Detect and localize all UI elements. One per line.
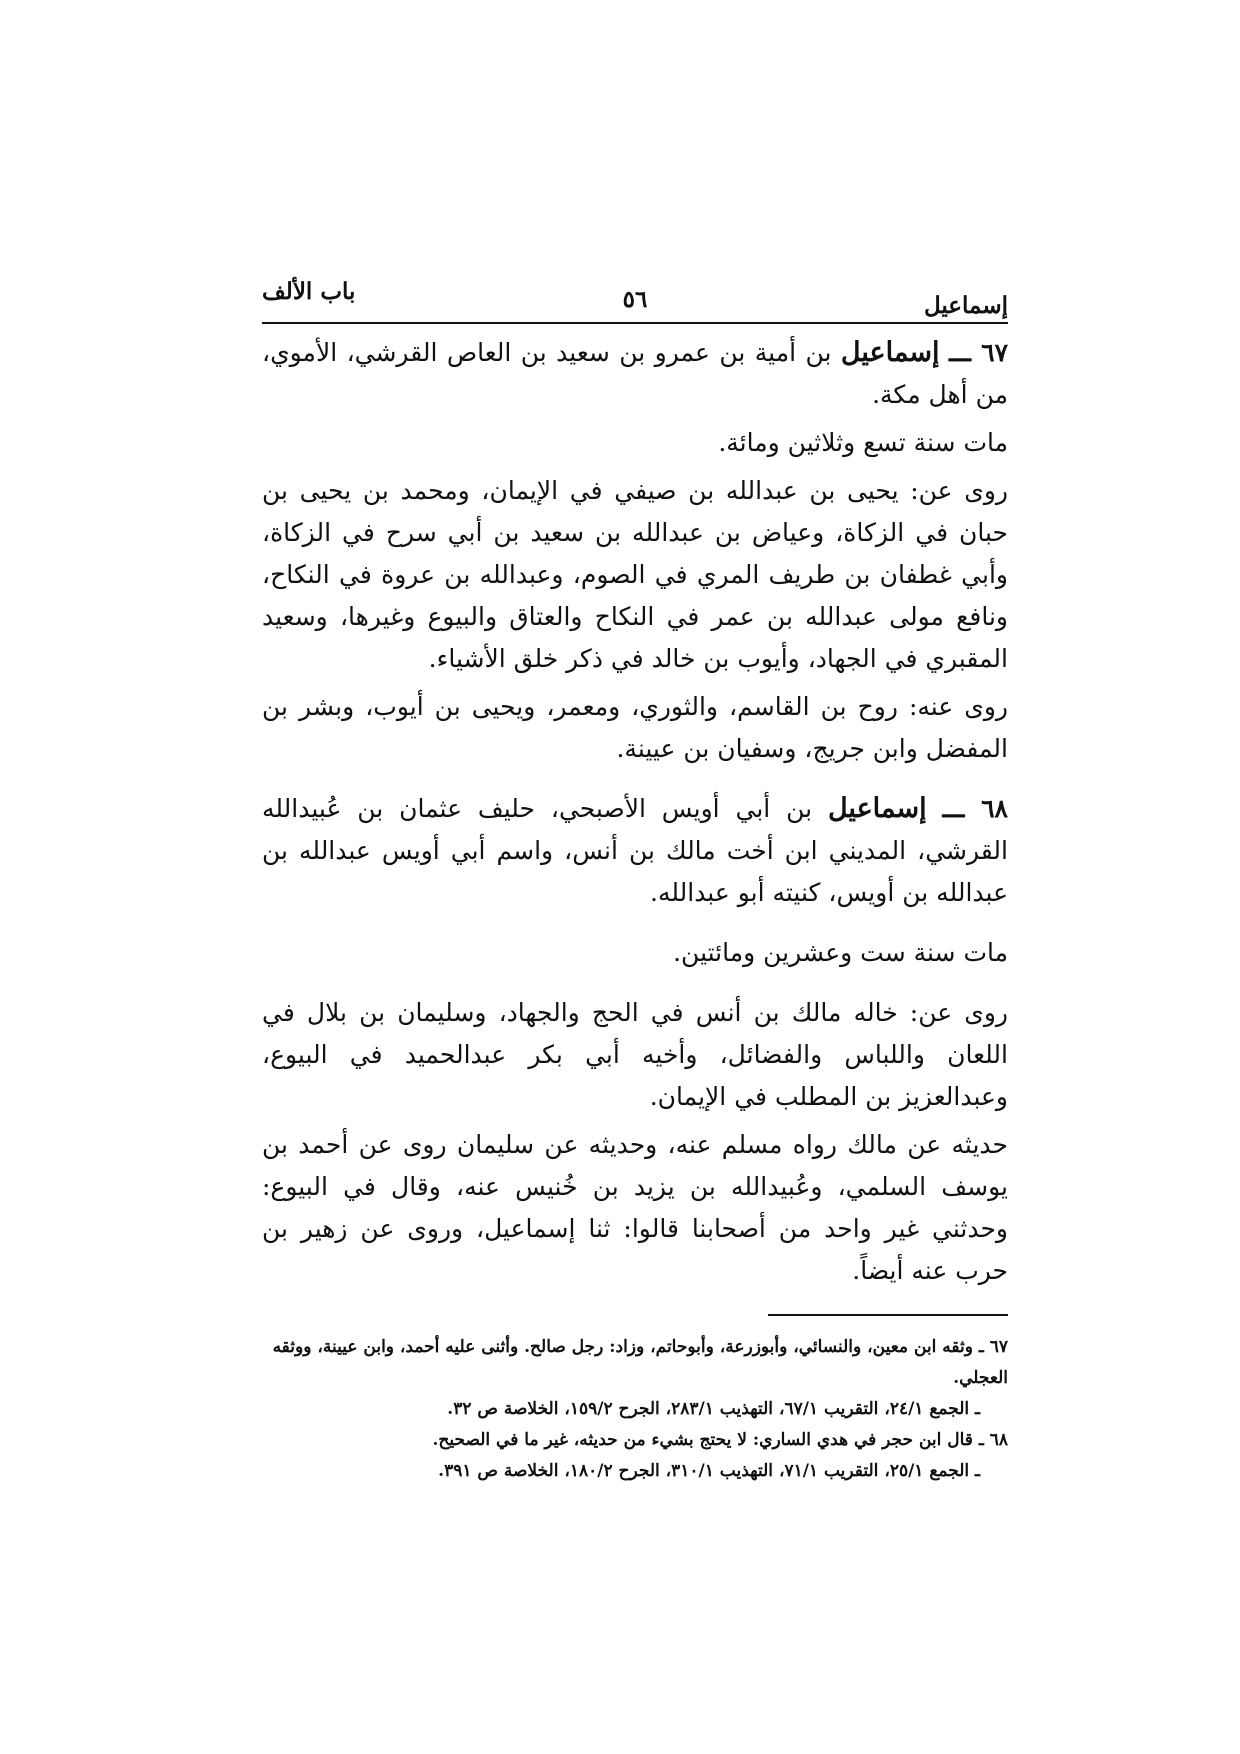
entry-68-name: إسماعيل	[827, 793, 927, 824]
footnotes	[262, 1332, 1008, 1487]
entry-67-death: مات سنة تسع وثلاثين ومائة.	[718, 428, 1008, 457]
footnote-separator	[768, 1314, 1008, 1316]
entry-68-number: ٦٨ ـــ	[942, 794, 1008, 823]
entry-67-intro	[262, 332, 1008, 416]
entry-68-narrated-from: روى عن: خاله مالك بن أنس في الحج والجهاد، وسليمان بن بلال في اللعان واللباس والفضائل، وأخيه أبي بكر عبدالحميد في البيوع، وعبدالعزيز بن المطلب في الإيمان.	[262, 998, 1008, 1111]
entry-67-lineage: بن أمية بن عمرو بن سعيد بن العاص القرشي، الأموي، من أهل مكة.	[262, 338, 1008, 409]
entry-67-narrated-by: روى عنه: روح بن القاسم، والثوري، ومعمر، ويحيى بن أيوب، وبشر بن المفضل وابن جريج، وسفيان بن عيينة.	[262, 692, 1008, 763]
document-page	[262, 262, 1008, 1487]
footnote-67-text: ٦٧ ـ وثقه ابن معين، والنسائي، وأبوزرعة، وأبوحاتم، وزاد: رجل صالح. وأثنى عليه أحمد، وابن عيينة، ووثقه العجلي.	[272, 1337, 1008, 1388]
footnote-68-references: ـ الجمع ٢٥/١، التقريب ٧١/١، التهذيب ٣١٠/١، الجرح ١٨٠/٢، الخلاصة ص ٣٩١.	[438, 1461, 980, 1481]
entry-68-hadith: حديثه عن مالك رواه مسلم عنه، وحديثه عن سليمان روى عن أحمد بن يوسف السلمي، وعُبيدالله بن يزيد بن خُنيس عنه، وقال في البيوع: وحدثني غير واحد من أصحابنا قالوا: ثنا إسماعيل، وروى عن زهير بن حرب عنه أيضاً.	[262, 1130, 1008, 1285]
main-text	[262, 332, 1008, 1292]
entry-67-number: ٦٧ ـــ	[949, 338, 1009, 367]
header-chapter-title: باب الألف	[262, 278, 356, 305]
footnote-68-text: ٦٨ ـ قال ابن حجر في هدي الساري: لا يحتج بشيء من حديثه، غير ما في الصحيح.	[432, 1430, 1008, 1450]
page-header	[262, 262, 1008, 324]
entry-68-death: مات سنة ست وعشرين ومائتين.	[673, 938, 1008, 967]
header-entry-name: إسماعيل	[923, 292, 1008, 319]
footnote-67-references: ـ الجمع ٢٤/١، التقريب ٦٧/١، التهذيب ٢٨٣/١، الجرح ١٥٩/٢، الخلاصة ص ٣٢.	[447, 1399, 980, 1419]
entry-68-lineage: بن أبي أويس الأصبحي، حليف عثمان بن عُبيدالله القرشي، المديني ابن أخت مالك بن أنس، واسم أبي أويس عبدالله بن عبدالله بن أويس، كنيته أبو عبدالله.	[262, 794, 1008, 907]
entry-67-narrated-from: روى عن: يحيى بن عبدالله بن صيفي في الإيمان، ومحمد بن يحيى بن حبان في الزكاة، وعياض بن عبدالله بن سعيد بن أبي سرح في الزكاة، وأبي غطفان بن طريف المري في الصوم، وعبدالله بن عروة في النكاح، ونافع مولى عبدالله بن عمر في النكاح والعتاق والبيوع وغيرها، وسعيد المقبري في الجهاد، وأيوب بن خالد في ذكر خلق الأشياء.	[262, 476, 1008, 673]
entry-67-name: إسماعيل	[840, 337, 940, 368]
entry-68-intro	[262, 788, 1008, 914]
page-number: ٥٦	[622, 286, 648, 313]
